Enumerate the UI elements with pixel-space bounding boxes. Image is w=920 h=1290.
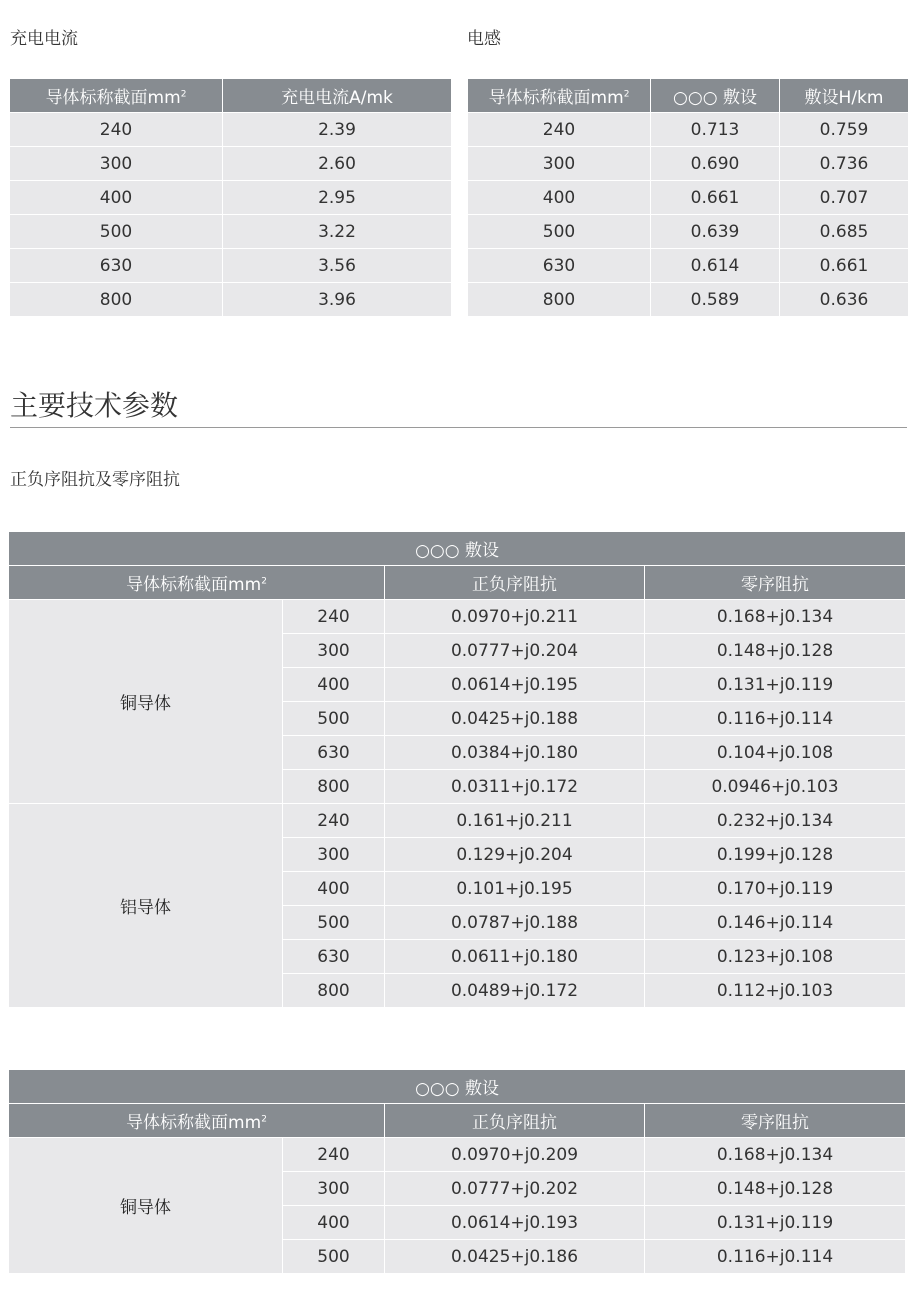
zero-sequence-cell: 0.148+j0.128 xyxy=(645,634,906,668)
inductance-hkm-cell: 0.636 xyxy=(780,283,909,317)
inductance-laying-cell: 0.639 xyxy=(651,215,780,249)
positive-sequence-cell: 0.0614+j0.193 xyxy=(385,1206,645,1240)
charging-header-current: 充电电流A/mk xyxy=(223,79,452,113)
inductance-hkm-cell: 0.759 xyxy=(780,113,909,147)
impedance-table-2 xyxy=(8,1069,906,1274)
impedance2-header-section: 导体标称截面$mm^2$ xyxy=(9,1104,385,1138)
impedance-table-1 xyxy=(8,531,906,1008)
section-cell: 800 xyxy=(283,974,385,1008)
section-cell: 630 xyxy=(283,940,385,974)
section-cell: 300 xyxy=(283,634,385,668)
impedance2-header-row xyxy=(9,1104,906,1138)
zero-sequence-cell: 0.104+j0.108 xyxy=(645,736,906,770)
impedance1-header-positive: 正负序阻抗 xyxy=(385,566,645,600)
section-title: 主要技术参数 xyxy=(10,389,179,422)
impedance2-caption: ○○○ 敷设 xyxy=(9,1070,906,1104)
positive-sequence-cell: 0.0970+j0.209 xyxy=(385,1138,645,1172)
section-cell: 500 xyxy=(10,215,223,249)
section-cell: 240 xyxy=(283,600,385,634)
positive-sequence-cell: 0.0777+j0.202 xyxy=(385,1172,645,1206)
table-row xyxy=(10,113,452,147)
table-row xyxy=(468,283,909,317)
impedance1-header-section: 导体标称截面$mm^2$ xyxy=(9,566,385,600)
charging-current-table xyxy=(9,78,452,317)
section-cell: 240 xyxy=(283,804,385,838)
impedance1-caption: ○○○ 敷设 xyxy=(9,532,906,566)
zero-sequence-cell: 0.170+j0.119 xyxy=(645,872,906,906)
section-cell: 630 xyxy=(10,249,223,283)
charging-current-cell: 3.22 xyxy=(223,215,452,249)
positive-sequence-cell: 0.129+j0.204 xyxy=(385,838,645,872)
positive-sequence-cell: 0.101+j0.195 xyxy=(385,872,645,906)
positive-sequence-cell: 0.0777+j0.204 xyxy=(385,634,645,668)
positive-sequence-cell: 0.0384+j0.180 xyxy=(385,736,645,770)
inductance-laying-cell: 0.589 xyxy=(651,283,780,317)
section-cell: 300 xyxy=(283,838,385,872)
table-row xyxy=(9,600,906,634)
charging-current-cell: 3.96 xyxy=(223,283,452,317)
inductance-laying-cell: 0.614 xyxy=(651,249,780,283)
table-row xyxy=(468,181,909,215)
positive-sequence-cell: 0.161+j0.211 xyxy=(385,804,645,838)
zero-sequence-cell: 0.168+j0.134 xyxy=(645,1138,906,1172)
zero-sequence-cell: 0.116+j0.114 xyxy=(645,1240,906,1274)
section-cell: 500 xyxy=(283,906,385,940)
charging-current-cell: 2.60 xyxy=(223,147,452,181)
section-divider xyxy=(10,427,907,428)
section-cell: 400 xyxy=(283,1206,385,1240)
zero-sequence-cell: 0.116+j0.114 xyxy=(645,702,906,736)
zero-sequence-cell: 0.232+j0.134 xyxy=(645,804,906,838)
table-row xyxy=(468,215,909,249)
table-row xyxy=(10,181,452,215)
section-cell: 800 xyxy=(10,283,223,317)
table-row xyxy=(9,1138,906,1172)
positive-sequence-cell: 0.0611+j0.180 xyxy=(385,940,645,974)
section-cell: 300 xyxy=(10,147,223,181)
impedance1-header-zero: 零序阻抗 xyxy=(645,566,906,600)
table-row xyxy=(10,283,452,317)
zero-sequence-cell: 0.199+j0.128 xyxy=(645,838,906,872)
positive-sequence-cell: 0.0614+j0.195 xyxy=(385,668,645,702)
zero-sequence-cell: 0.148+j0.128 xyxy=(645,1172,906,1206)
section-cell: 500 xyxy=(283,702,385,736)
section-cell: 300 xyxy=(468,147,651,181)
section-cell: 500 xyxy=(283,1240,385,1274)
inductance-title: 电感 xyxy=(467,29,501,49)
table-row xyxy=(9,804,906,838)
conductor-group-label: 铝导体 xyxy=(9,804,283,1008)
zero-sequence-cell: 0.131+j0.119 xyxy=(645,1206,906,1240)
conductor-group-label: 铜导体 xyxy=(9,1138,283,1274)
positive-sequence-cell: 0.0489+j0.172 xyxy=(385,974,645,1008)
inductance-hkm-cell: 0.707 xyxy=(780,181,909,215)
charging-current-cell: 3.56 xyxy=(223,249,452,283)
table-row xyxy=(10,215,452,249)
positive-sequence-cell: 0.0311+j0.172 xyxy=(385,770,645,804)
section-cell: 400 xyxy=(283,872,385,906)
inductance-hkm-cell: 0.736 xyxy=(780,147,909,181)
inductance-laying-cell: 0.713 xyxy=(651,113,780,147)
impedance2-header-zero: 零序阻抗 xyxy=(645,1104,906,1138)
positive-sequence-cell: 0.0970+j0.211 xyxy=(385,600,645,634)
charging-current-cell: 2.39 xyxy=(223,113,452,147)
inductance-header-row xyxy=(468,79,909,113)
zero-sequence-cell: 0.146+j0.114 xyxy=(645,906,906,940)
zero-sequence-cell: 0.131+j0.119 xyxy=(645,668,906,702)
section-cell: 630 xyxy=(283,736,385,770)
section-subtitle: 正负序阻抗及零序阻抗 xyxy=(10,470,180,490)
positive-sequence-cell: 0.0425+j0.188 xyxy=(385,702,645,736)
inductance-header-hkm: 敷设H/km xyxy=(780,79,909,113)
zero-sequence-cell: 0.0946+j0.103 xyxy=(645,770,906,804)
inductance-hkm-cell: 0.685 xyxy=(780,215,909,249)
impedance1-header-row xyxy=(9,566,906,600)
charging-header-section: 导体标称截面$mm^2$ xyxy=(10,79,223,113)
table-row xyxy=(10,147,452,181)
section-cell: 800 xyxy=(283,770,385,804)
section-cell: 630 xyxy=(468,249,651,283)
inductance-laying-cell: 0.661 xyxy=(651,181,780,215)
zero-sequence-cell: 0.112+j0.103 xyxy=(645,974,906,1008)
section-cell: 240 xyxy=(10,113,223,147)
section-cell: 500 xyxy=(468,215,651,249)
charging-current-title: 充电电流 xyxy=(10,29,78,49)
table-row xyxy=(468,147,909,181)
section-cell: 240 xyxy=(468,113,651,147)
section-cell: 400 xyxy=(283,668,385,702)
section-cell: 300 xyxy=(283,1172,385,1206)
inductance-header-laying: ○○○ 敷设 xyxy=(651,79,780,113)
inductance-header-section: 导体标称截面$mm^2$ xyxy=(468,79,651,113)
positive-sequence-cell: 0.0425+j0.186 xyxy=(385,1240,645,1274)
positive-sequence-cell: 0.0787+j0.188 xyxy=(385,906,645,940)
section-cell: 400 xyxy=(10,181,223,215)
charging-current-cell: 2.95 xyxy=(223,181,452,215)
table-row xyxy=(468,113,909,147)
conductor-group-label: 铜导体 xyxy=(9,600,283,804)
charging-header-row xyxy=(10,79,452,113)
zero-sequence-cell: 0.123+j0.108 xyxy=(645,940,906,974)
impedance2-caption-row xyxy=(9,1070,906,1104)
inductance-hkm-cell: 0.661 xyxy=(780,249,909,283)
table-row xyxy=(468,249,909,283)
table-row xyxy=(10,249,452,283)
zero-sequence-cell: 0.168+j0.134 xyxy=(645,600,906,634)
inductance-table xyxy=(467,78,909,317)
inductance-laying-cell: 0.690 xyxy=(651,147,780,181)
section-cell: 400 xyxy=(468,181,651,215)
section-cell: 240 xyxy=(283,1138,385,1172)
impedance1-caption-row xyxy=(9,532,906,566)
section-cell: 800 xyxy=(468,283,651,317)
impedance2-header-positive: 正负序阻抗 xyxy=(385,1104,645,1138)
